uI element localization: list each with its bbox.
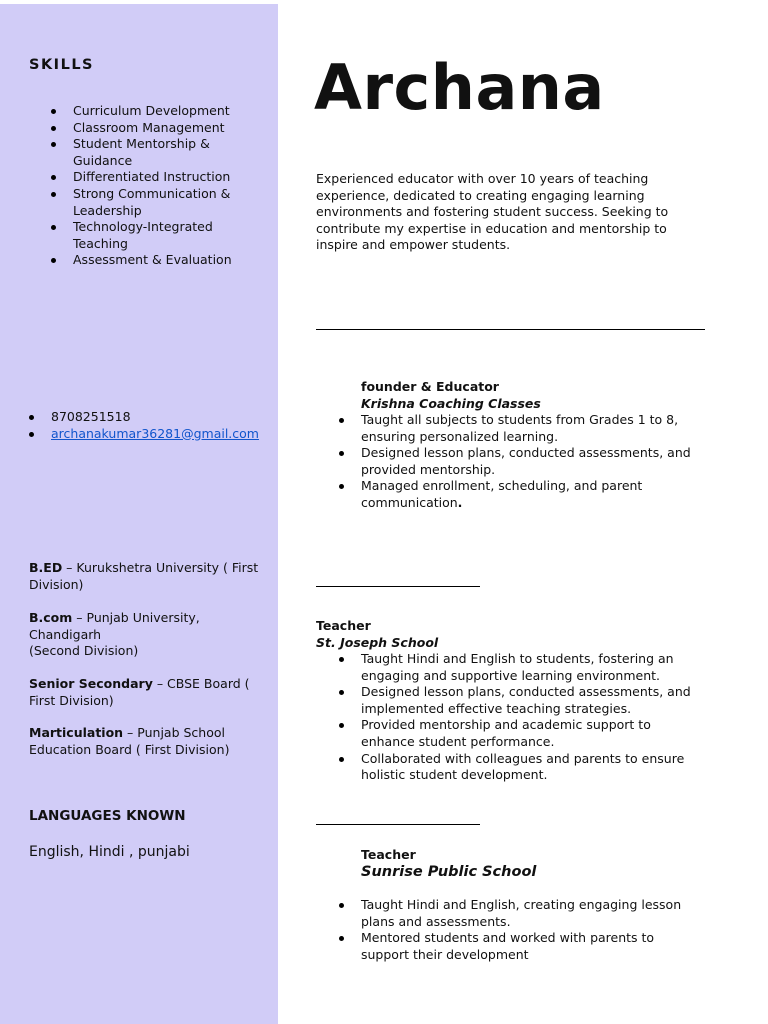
job-duties-list [316,651,701,784]
job-organization: Sunrise Public School [361,864,537,880]
degree-detail: (Second Division) [29,643,139,659]
job-duty: Designed lesson plans, conducted assessments, and implemented effective teaching strategies. [316,684,701,717]
job-duty: Designed lesson plans, conducted assessments, and provided mentorship. [316,445,701,478]
education-entry [29,725,254,758]
degree-name: B.com [29,610,73,625]
section-divider [316,586,480,587]
job-duty: Taught Hindi and English, creating engaging lesson plans and assessments. [316,897,686,930]
job-organization: St. Joseph School [316,635,439,650]
job-organization: Krishna Coaching Classes [361,396,541,411]
email-item [6,426,266,443]
job-role: Teacher [316,618,371,633]
degree-name: Marticulation [29,725,124,740]
job-duty: Taught Hindi and English to students, fostering an engaging and supportive learning environment. [316,651,701,684]
job-duty [316,478,701,511]
degree-detail: – Punjab School Education Board ( First Division) [29,725,230,757]
skill-item: Differentiated Instruction [28,169,258,186]
skill-item: Student Mentorship & Guidance [28,136,258,169]
candidate-name: Archana [314,51,605,124]
skill-item: Technology-Integrated Teaching [28,219,258,252]
education-entry [29,610,229,660]
job-duties-list [316,412,701,512]
job-role: founder & Educator [361,379,499,394]
job-duty-text: Managed enrollment, scheduling, and parent communication [361,478,643,510]
degree-detail: – Punjab University, Chandigarh [29,610,200,642]
section-divider [316,329,705,330]
education-entry [29,676,254,709]
education-entry [29,560,267,593]
degree-name: Senior Secondary [29,676,153,691]
job-duty: Mentored students and worked with parents to support their development [316,930,686,963]
phone-number: 8708251518 [6,409,266,426]
skills-heading: SKILLS [29,57,94,73]
skill-item: Assessment & Evaluation [28,252,258,269]
profile-summary: Experienced educator with over 10 years of teaching experience, dedicated to creating engaging learning environments and fostering student success. Seeking to contribute my expertise in education and mentorship to inspire and empower students. [316,171,669,253]
degree-detail: – Kurukshetra University ( First Division) [29,560,259,592]
section-divider [316,824,480,825]
job-duties-list [316,897,686,963]
contact-list [6,409,266,442]
job-duty: Collaborated with colleagues and parents to ensure holistic student development. [316,751,701,784]
skill-item: Strong Communication & Leadership [28,186,258,219]
job-role: Teacher [361,847,416,862]
degree-name: B.ED [29,560,63,575]
skill-item: Curriculum Development [28,103,258,120]
job-duty: Taught all subjects to students from Grades 1 to 8, ensuring personalized learning. [316,412,701,445]
job-duty-suffix: . [457,494,463,510]
skills-list [28,103,258,269]
languages-text: English, Hindi , punjabi [29,844,190,860]
degree-detail: – CBSE Board ( First Division) [29,676,250,708]
skill-item: Classroom Management [28,120,258,137]
languages-heading: LANGUAGES KNOWN [29,808,186,824]
job-duty: Provided mentorship and academic support to enhance student performance. [316,717,701,750]
email-link[interactable]: archanakumar36281@gmail.com [51,425,259,441]
